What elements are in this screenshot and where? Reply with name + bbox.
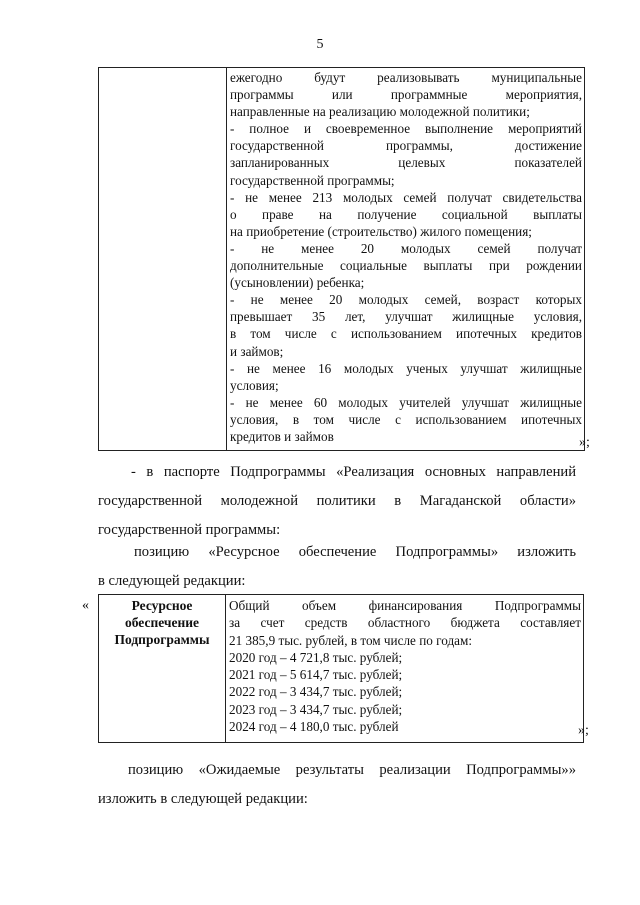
paragraph-line: позицию «Ожидаемые результаты реализации Подпрограммы»» xyxy=(128,762,576,778)
results-line: о праве на получение социальной выплаты xyxy=(230,206,582,222)
resource-line: 21 385,9 тыс. рублей, в том числе по годам: xyxy=(229,632,473,648)
results-table-text-cell xyxy=(227,68,585,451)
resource-position-paragraph xyxy=(98,538,576,596)
results-line: - не менее 20 молодых семей, возраст которых xyxy=(230,292,582,308)
resource-line: Общий объем финансирования Подпрограммы xyxy=(229,598,581,613)
page-number: 5 xyxy=(316,37,324,52)
paragraph-line: - в паспорте Подпрограммы «Реализация основных направлений xyxy=(131,464,576,480)
resource-line: 2024 год – 4 180,0 тыс. рублей xyxy=(229,719,399,735)
paragraph-line: государственной молодежной политики в Магаданской области» xyxy=(98,493,576,509)
results-line: в том числе с использованием ипотечных кредитов xyxy=(230,326,582,342)
resource-line: 2023 год – 3 434,7 тыс. рублей; xyxy=(229,701,403,717)
results-line: дополнительные социальные выплаты при рождении xyxy=(230,258,582,274)
resource-table-header-cell xyxy=(99,595,226,743)
header-line: Подпрограммы xyxy=(114,632,210,647)
results-line: условия; xyxy=(230,377,279,393)
results-line: - полное и своевременное выполнение мероприятий xyxy=(230,121,582,137)
passport-paragraph xyxy=(98,458,576,545)
resource-table-text-cell xyxy=(226,595,584,743)
results-line: государственной программы; xyxy=(230,172,395,188)
results-line: - не менее 20 молодых семей получат xyxy=(230,240,582,256)
paragraph-line: в следующей редакции: xyxy=(98,573,246,589)
resource-line: 2021 год – 5 614,7 тыс. рублей; xyxy=(229,667,403,683)
results-line: условия, в том числе с использованием ипотечных xyxy=(230,411,582,427)
resource-line: 2022 год – 3 434,7 тыс. рублей; xyxy=(229,684,403,700)
resource-line: за счет средств областного бюджета составляет xyxy=(229,615,581,631)
results-table-continuation xyxy=(98,67,585,451)
results-line: - не менее 60 молодых учителей улучшат жилищные xyxy=(230,394,582,410)
results-table-label-cell xyxy=(99,68,227,451)
closing-quote: »; xyxy=(578,723,589,738)
results-line: программы или программные мероприятия, xyxy=(230,87,582,103)
paragraph-line: государственной программы: xyxy=(98,522,281,538)
header-line: Ресурсное xyxy=(131,598,193,613)
results-line: кредитов и займов xyxy=(230,428,334,444)
results-line: (усыновлении) ребенка; xyxy=(230,275,365,291)
resource-table xyxy=(98,594,584,743)
results-line: на приобретение (строительство) жилого помещения; xyxy=(230,223,532,239)
results-line: - не менее 16 молодых ученых улучшат жилищные xyxy=(230,360,582,376)
results-line: направленные на реализацию молодежной политики; xyxy=(230,104,530,120)
results-line: государственной программы, достижение xyxy=(230,138,582,154)
paragraph-line: изложить в следующей редакции: xyxy=(98,791,308,807)
resource-line: 2020 год – 4 721,8 тыс. рублей; xyxy=(229,649,403,665)
expected-results-paragraph xyxy=(98,756,576,814)
closing-quote: »; xyxy=(579,435,590,450)
results-line: - не менее 213 молодых семей получат свидетельства xyxy=(230,189,582,205)
results-line: превышает 35 лет, улучшат жилищные условия, xyxy=(230,309,582,325)
paragraph-line: позицию «Ресурсное обеспечение Подпрограммы» изложить xyxy=(134,544,576,560)
results-line: и займов; xyxy=(230,343,284,359)
opening-quote: « xyxy=(82,598,89,613)
results-line: ежегодно будут реализовывать муниципальные xyxy=(230,70,582,85)
results-line: запланированных целевых показателей xyxy=(230,155,582,171)
header-line: обеспечение xyxy=(124,615,200,630)
